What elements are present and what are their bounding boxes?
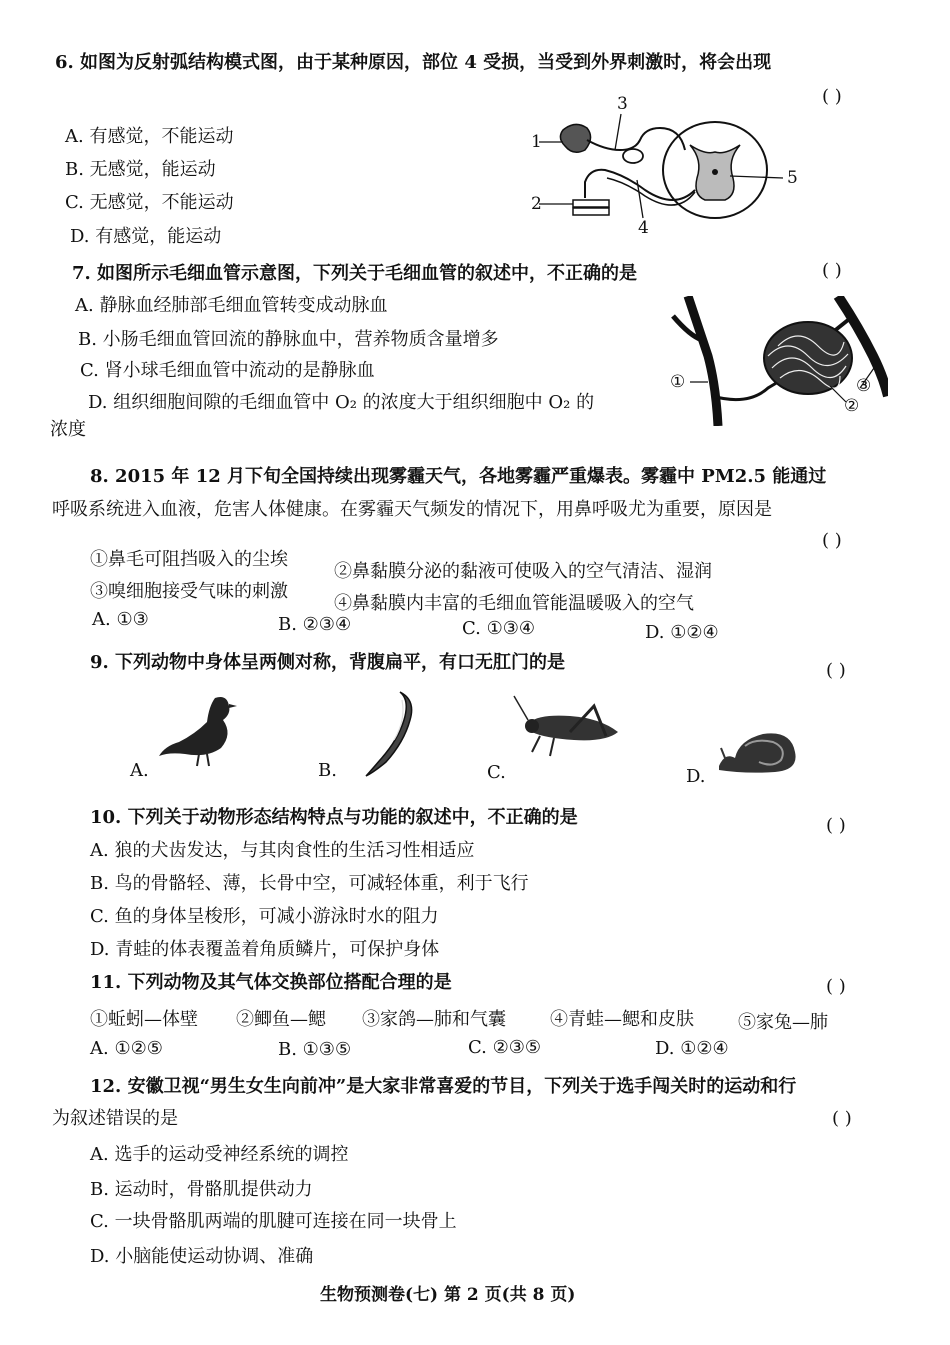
snail-image	[715, 722, 800, 777]
q6-label-5: 5	[787, 168, 798, 188]
q9-answer-paren: ( )	[826, 660, 846, 681]
q7-option-b: B. 小肠毛细血管回流的静脉血中，营养物质含量增多	[78, 329, 499, 350]
q6-option-c: C. 无感觉，不能运动	[65, 192, 234, 213]
reflex-arc-figure	[525, 94, 815, 240]
q8-option-a: A. ①③	[92, 609, 149, 630]
capillary-figure	[668, 296, 888, 426]
q9-option-a: A.	[130, 760, 149, 781]
q12-stem-line1: 12. 安徽卫视“男生女生向前冲”是大家非常喜爱的节目，下列关于选手闯关时的运动和行	[90, 1076, 797, 1097]
q11-stem: 11. 下列动物及其气体交换部位搭配合理的是	[90, 972, 452, 993]
q11-option-c: C. ②③⑤	[468, 1037, 541, 1058]
q12-option-d: D. 小脑能使运动协调、准确	[90, 1246, 314, 1267]
q8-stem-line1: 8. 2015 年 12 月下旬全国持续出现雾霾天气，各地雾霾严重爆表。雾霾中 PM2.5 能通过	[90, 466, 827, 487]
q6-label-1: 1	[531, 132, 542, 152]
q11-option-b: B. ①③⑤	[278, 1039, 352, 1060]
q6-label-4: 4	[638, 218, 649, 238]
q7-option-c: C. 肾小球毛细血管中流动的是静脉血	[80, 360, 375, 381]
q10-stem: 10. 下列关于动物形态结构特点与功能的叙述中，不正确的是	[90, 807, 578, 828]
q7-label-2: ②	[844, 396, 860, 416]
q8-option-c: C. ①③④	[462, 618, 535, 639]
q6-stem: 6. 如图为反射弧结构模式图，由于某种原因，部位 4 受损，当受到外界刺激时，将会出现	[55, 52, 772, 73]
q9-option-b: B.	[318, 760, 337, 781]
q7-label-1: ①	[670, 372, 686, 392]
q10-option-c: C. 鱼的身体呈梭形，可减小游泳时水的阻力	[90, 906, 439, 927]
page-footer: 生物预测卷(七) 第 2 页(共 8 页)	[320, 1285, 576, 1305]
q8-statement-1: ①鼻毛可阻挡吸入的尘埃	[90, 549, 288, 570]
q9-option-d: D.	[686, 766, 706, 787]
q10-option-b: B. 鸟的骨骼轻、薄，长骨中空，可减轻体重，利于飞行	[90, 873, 529, 894]
q8-statement-4: ④鼻黏膜内丰富的毛细血管能温暖吸入的空气	[334, 593, 694, 614]
q7-answer-paren: ( )	[822, 260, 842, 281]
q9-stem: 9. 下列动物中身体呈两侧对称，背腹扁平，有口无肛门的是	[90, 652, 566, 673]
pigeon-image	[155, 690, 245, 770]
q12-option-b: B. 运动时，骨骼肌提供动力	[90, 1179, 313, 1200]
q12-option-a: A. 选手的运动受神经系统的调控	[90, 1144, 349, 1165]
q7-stem: 7. 如图所示毛细血管示意图，下列关于毛细血管的叙述中，不正确的是	[72, 263, 638, 284]
q8-statement-3: ③嗅细胞接受气味的刺激	[90, 581, 288, 602]
q6-option-b: B. 无感觉，能运动	[65, 159, 216, 180]
grasshopper-image	[510, 692, 625, 762]
q11-statement-3: ③家鸽—肺和气囊	[362, 1009, 506, 1030]
q11-statement-4: ④青蛙—鳃和皮肤	[550, 1009, 694, 1030]
q10-option-d: D. 青蛙的体表覆盖着角质鳞片，可保护身体	[90, 939, 440, 960]
q6-option-a: A. 有感觉，不能运动	[65, 126, 234, 147]
q6-answer-paren: ( )	[822, 86, 842, 107]
q8-answer-paren: ( )	[822, 530, 842, 551]
q8-option-d: D. ①②④	[645, 622, 719, 643]
q8-option-b: B. ②③④	[278, 614, 352, 635]
q12-option-c: C. 一块骨骼肌两端的肌腱可连接在同一块骨上	[90, 1211, 457, 1232]
q9-option-c: C.	[487, 762, 506, 783]
q7-option-d-wrap: 浓度	[50, 419, 86, 440]
q11-answer-paren: ( )	[826, 976, 846, 997]
q6-option-d: D. 有感觉，能运动	[70, 226, 222, 247]
worm-image	[360, 690, 420, 780]
q11-statement-5: ⑤家兔—肺	[738, 1012, 828, 1033]
q12-answer-paren: ( )	[832, 1108, 852, 1129]
q11-option-a: A. ①②⑤	[90, 1038, 163, 1059]
q11-statement-2: ②鲫鱼—鳃	[236, 1009, 326, 1030]
q6-label-3: 3	[617, 94, 628, 114]
q10-answer-paren: ( )	[826, 815, 846, 836]
q11-option-d: D. ①②④	[655, 1038, 729, 1059]
q6-label-2: 2	[531, 194, 542, 214]
q8-stem-line2: 呼吸系统进入血液，危害人体健康。在雾霾天气频发的情况下，用鼻呼吸尤为重要，原因是	[52, 499, 772, 520]
q12-stem-line2: 为叙述错误的是	[52, 1108, 178, 1129]
q7-option-d: D. 组织细胞间隙的毛细血管中 O₂ 的浓度大于组织细胞中 O₂ 的	[88, 392, 595, 413]
q10-option-a: A. 狼的犬齿发达，与其肉食性的生活习性相适应	[90, 840, 475, 861]
q11-statement-1: ①蚯蚓—体壁	[90, 1009, 198, 1030]
q7-option-a: A. 静脉血经肺部毛细血管转变成动脉血	[75, 295, 388, 316]
q8-statement-2: ②鼻黏膜分泌的黏液可使吸入的空气清洁、湿润	[334, 561, 712, 582]
q7-label-3: ③	[856, 376, 872, 396]
